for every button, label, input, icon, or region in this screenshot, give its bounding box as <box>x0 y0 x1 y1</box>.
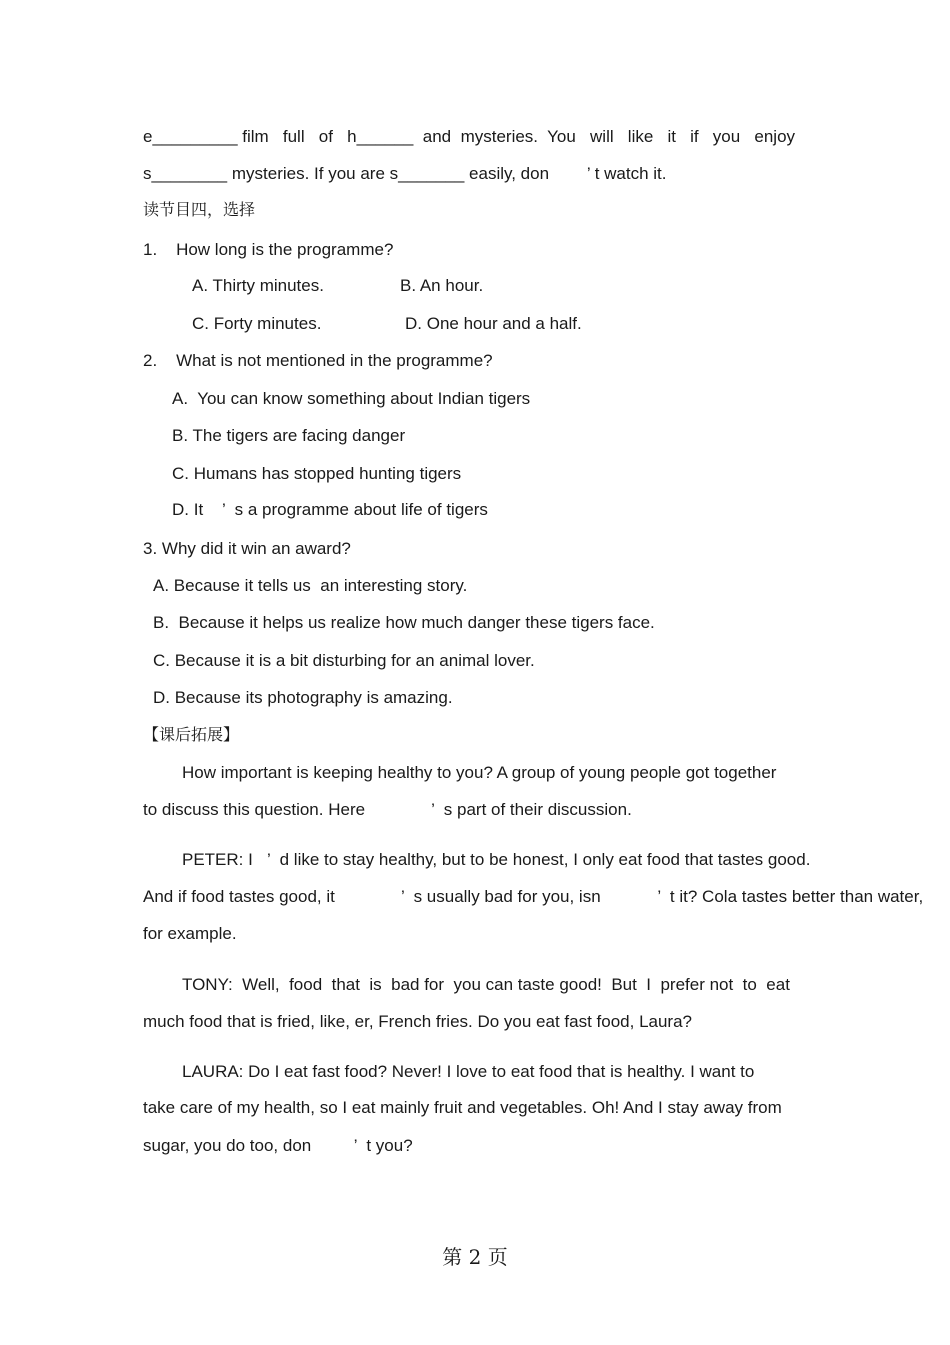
option-2c: C. Humans has stopped hunting tigers <box>172 464 462 483</box>
option-1d: D. One hour and a half. <box>405 314 582 333</box>
peter-line-3: for example. <box>143 924 237 943</box>
tony-line-2: much food that is fried, like, er, French fries. Do you eat fast food, Laura? <box>143 1012 693 1031</box>
intro-line-1: How important is keeping healthy to you? A group of young people got together <box>182 763 777 782</box>
question-3: 3. Why did it win an award? <box>143 539 351 558</box>
peter-line-1: PETER: I ’ d like to stay healthy, but to be honest, I only eat food that tastes good. <box>182 850 811 869</box>
option-1b: B. An hour. <box>400 276 484 295</box>
passage-line-2: s________ mysteries. If you are s_______ easily, don ’ t watch it. <box>143 164 667 183</box>
page-number: 第 2 页 <box>442 1245 508 1269</box>
option-1c: C. Forty minutes. <box>192 314 322 333</box>
option-3b: B. Because it helps us realize how much danger these tigers face. <box>153 613 655 632</box>
question-1: 1. How long is the programme? <box>143 240 394 259</box>
option-3a: A. Because it tells us an interesting story. <box>153 576 468 595</box>
option-2d: D. It ’ s a programme about life of tigers <box>172 500 488 519</box>
laura-line-3: sugar, you do too, don ’ t you? <box>143 1136 413 1155</box>
option-1a: A. Thirty minutes. <box>192 276 324 295</box>
question-2: 2. What is not mentioned in the programme? <box>143 351 493 370</box>
intro-line-2: to discuss this question. Here ’ s part of their discussion. <box>143 800 632 819</box>
option-3c: C. Because it is a bit disturbing for an animal lover. <box>153 651 535 670</box>
tony-line-1: TONY: Well, food that is bad for you can taste good! But I prefer not to eat <box>182 975 790 994</box>
option-2a: A. You can know something about Indian tigers <box>172 389 531 408</box>
section-heading: 读节目四，选择 <box>143 200 256 219</box>
option-3d: D. Because its photography is amazing. <box>153 688 453 707</box>
passage-line-1: e_________ film full of h______ and mysteries. You will like it if you enjoy <box>143 127 796 146</box>
option-2b: B. The tigers are facing danger <box>172 426 406 445</box>
extension-heading: 【课后拓展】 <box>143 725 240 744</box>
laura-line-1: LAURA: Do I eat fast food? Never! I love to eat food that is healthy. I want to <box>182 1062 755 1081</box>
laura-line-2: take care of my health, so I eat mainly fruit and vegetables. Oh! And I stay away from <box>143 1098 782 1117</box>
peter-line-2: And if food tastes good, it ’ s usually bad for you, isn ’ t it? Cola tastes better than water, <box>143 887 924 906</box>
